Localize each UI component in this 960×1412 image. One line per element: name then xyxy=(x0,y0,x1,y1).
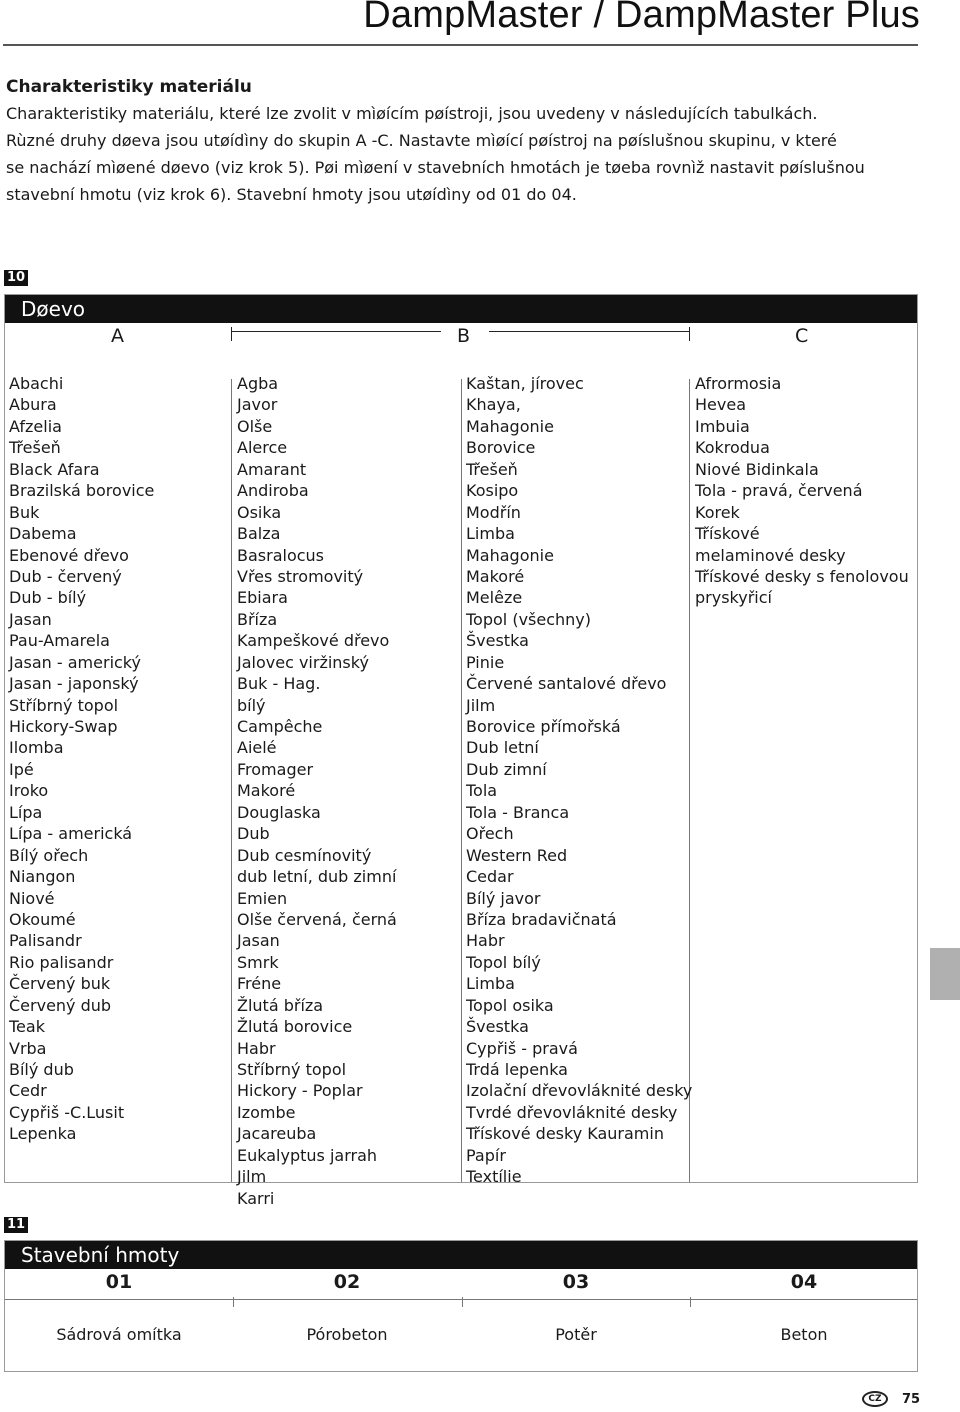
material-name: Potěr xyxy=(555,1325,597,1344)
wood-item: Niové xyxy=(9,888,55,908)
materials-col-tick xyxy=(233,1297,234,1307)
wood-item: Dub letní xyxy=(466,738,539,758)
wood-item: Hevea xyxy=(695,395,746,415)
section-badge-10: 10 xyxy=(4,270,28,286)
wood-item: Basralocus xyxy=(237,545,325,565)
wood-item: dub letní, dub zimní xyxy=(237,867,397,887)
col-divider xyxy=(231,379,232,1182)
wood-item: Makoré xyxy=(466,566,525,586)
wood-item: Třešeň xyxy=(466,459,518,479)
wood-item: Fréne xyxy=(237,974,282,994)
wood-item: Cypřiš -C.Lusit xyxy=(9,1102,125,1122)
wood-item: Cedar xyxy=(466,867,514,887)
wood-item: Bílý dub xyxy=(9,1060,74,1079)
wood-item: Cypřiš - pravá xyxy=(466,1038,578,1058)
wood-item: Limba xyxy=(466,524,515,544)
wood-item: Fromager xyxy=(237,759,314,779)
materials-col-tick xyxy=(690,1297,691,1307)
wood-list-c xyxy=(695,373,909,609)
wood-item: Ebiara xyxy=(237,588,288,608)
wood-item: Tola - Branca xyxy=(466,802,570,822)
wood-item: Mahagonie xyxy=(466,545,554,565)
wood-item: Jilm xyxy=(466,695,496,715)
wood-item: Dub - červený xyxy=(9,566,122,586)
wood-item: Jasan xyxy=(237,931,280,951)
country-badge: CZ xyxy=(862,1391,888,1407)
material-code: 03 xyxy=(562,1271,590,1293)
wood-item: Kosipo xyxy=(466,481,519,501)
wood-item: Vřes stromovitý xyxy=(237,566,364,586)
wood-item: Červený dub xyxy=(9,995,112,1015)
intro-section xyxy=(6,74,918,208)
wood-item: Ořech xyxy=(466,824,514,844)
wood-item: melaminové desky xyxy=(695,545,846,565)
intro-text xyxy=(6,100,918,208)
wood-item: Jilm xyxy=(237,1167,267,1187)
wood-item: Kampeškové dřevo xyxy=(237,631,390,651)
wood-item: Bílý javor xyxy=(466,888,541,908)
wood-item: Stříbrný topol xyxy=(9,695,119,715)
wood-table-body xyxy=(5,323,917,1208)
side-tab-marker xyxy=(930,948,960,1000)
wood-item: Osika xyxy=(237,502,282,522)
col-header-c: C xyxy=(795,325,809,347)
material-name: Sádrová omítka xyxy=(56,1325,182,1344)
wood-table xyxy=(4,294,918,1208)
wood-item: Trdá lepenka xyxy=(466,1060,568,1079)
wood-item: Modřín xyxy=(466,502,521,522)
wood-list-a xyxy=(9,373,154,1145)
wood-item: Bříza bradavičnatá xyxy=(466,909,617,929)
wood-item: Jasan - americký xyxy=(9,652,141,672)
wood-item: Abura xyxy=(9,395,57,415)
wood-item: Limba xyxy=(466,974,515,994)
materials-col-tick xyxy=(462,1297,463,1307)
materials-divider xyxy=(5,1299,917,1300)
wood-item: Aielé xyxy=(237,738,277,758)
wood-item: Švestka xyxy=(466,1017,529,1037)
wood-item: Javor xyxy=(237,395,278,415)
wood-item: Rio palisandr xyxy=(9,952,114,972)
wood-item: Melêze xyxy=(466,588,523,608)
wood-item: Červený buk xyxy=(9,974,111,994)
wood-item: Eukalyptus jarrah xyxy=(237,1145,378,1165)
wood-item: Buk - Hag. xyxy=(237,674,321,694)
wood-item: bílý xyxy=(237,695,266,715)
intro-heading: Charakteristiky materiálu xyxy=(6,77,252,97)
wood-item: Dabema xyxy=(9,524,77,544)
wood-item: Campêche xyxy=(237,717,323,736)
wood-item: Třešeň xyxy=(9,438,61,458)
material-code: 02 xyxy=(333,1271,361,1293)
wood-item: Agba xyxy=(237,374,279,393)
wood-item: Pau-Amarela xyxy=(9,631,110,651)
wood-item: Pinie xyxy=(466,652,505,672)
intro-line: se nachází mìøené døevo (viz krok 5). Pøi mìøení v stavebních hmotách je tøeba rovnìž nastavit pøíslušnou xyxy=(6,158,865,177)
col-divider xyxy=(461,379,462,1182)
wood-item: Kokrodua xyxy=(695,438,770,458)
wood-item: Stříbrný topol xyxy=(237,1060,347,1079)
wood-item: Makoré xyxy=(237,781,296,801)
section-badge-11: 11 xyxy=(4,1217,28,1233)
wood-item: Třískové desky Kauramin xyxy=(466,1124,664,1144)
wood-item: Douglaska xyxy=(237,802,321,822)
wood-item: Textílie xyxy=(466,1167,522,1187)
wood-item: Hickory - Poplar xyxy=(237,1081,363,1101)
wood-item: Amarant xyxy=(237,459,307,479)
wood-item: Mahagonie xyxy=(466,416,554,436)
wood-item: Imbuia xyxy=(695,416,750,436)
wood-list-a-b xyxy=(237,373,397,1209)
wood-item: Emien xyxy=(237,888,288,908)
wood-item: Vrba xyxy=(9,1038,47,1058)
wood-item: Topol bílý xyxy=(466,952,541,972)
wood-item: Brazilská borovice xyxy=(9,481,155,501)
material-code: 01 xyxy=(105,1271,133,1293)
wood-item: Topol osika xyxy=(466,995,554,1015)
wood-item: Habr xyxy=(466,931,505,951)
title-divider xyxy=(3,44,918,46)
wood-item: Třískové desky s fenolovou xyxy=(695,566,909,586)
intro-line: Rùzné druhy døeva jsou utøídìny do skupin A -C. Nastavte mìøící pøístroj na pøíslušnou skupinu, v které xyxy=(6,131,837,150)
wood-item: Khaya, xyxy=(466,395,521,415)
wood-item: Habr xyxy=(237,1038,276,1058)
wood-item: Jasan - japonský xyxy=(9,674,139,694)
wood-item: Jalovec viržinský xyxy=(237,652,369,672)
wood-item: Bříza xyxy=(237,609,278,629)
wood-item: Black Afara xyxy=(9,459,100,479)
wood-item: Western Red xyxy=(466,845,568,865)
wood-item: Okoumé xyxy=(9,909,76,929)
wood-item: Topol (všechny) xyxy=(466,609,591,629)
wood-item: Alerce xyxy=(237,438,288,458)
page-title: DampMaster / DampMaster Plus xyxy=(363,0,920,36)
wood-item: Tola - pravá, červená xyxy=(695,481,863,501)
wood-item: Bílý ořech xyxy=(9,845,89,865)
wood-item: Afzelia xyxy=(9,416,62,436)
wood-item: Lípa - americká xyxy=(9,824,133,844)
wood-item: Červené santalové dřevo xyxy=(466,674,667,694)
page-number: 75 xyxy=(902,1392,921,1407)
col-header-b: B xyxy=(457,325,471,347)
wood-item: pryskyřicí xyxy=(695,588,772,608)
wood-item: Andiroba xyxy=(237,481,309,501)
col-divider-tick xyxy=(231,327,232,341)
intro-line: Charakteristiky materiálu, které lze zvolit v mìøícím pøístroji, jsou uvedeny v následujících tabulkách. xyxy=(6,104,818,123)
wood-item: Třískové xyxy=(695,524,760,544)
wood-item: Niové Bidinkala xyxy=(695,459,819,479)
wood-item: Žlutá bříza xyxy=(237,995,324,1015)
col-b-span-rule xyxy=(489,331,689,332)
wood-item: Jacareuba xyxy=(237,1124,317,1144)
col-header-a: A xyxy=(111,325,124,347)
wood-item: Tola xyxy=(466,781,498,801)
col-b-span-rule xyxy=(231,331,441,332)
wood-item: Karri xyxy=(237,1188,275,1208)
wood-item: Dub xyxy=(237,824,270,844)
wood-item: Dub zimní xyxy=(466,759,547,779)
intro-line: stavební hmotu (viz krok 6). Stavební hmoty jsou utøídìny od 01 do 04. xyxy=(6,185,577,204)
wood-item: Žlutá borovice xyxy=(237,1017,353,1037)
wood-item: Lípa xyxy=(9,802,43,822)
wood-item: Švestka xyxy=(466,631,529,651)
wood-item: Dub cesmínovitý xyxy=(237,845,372,865)
wood-item: Abachi xyxy=(9,374,64,393)
col-divider-tick xyxy=(689,327,690,341)
wood-item: Borovice xyxy=(466,438,536,458)
wood-item: Borovice přímořská xyxy=(466,717,621,736)
wood-item: Palisandr xyxy=(9,931,82,951)
wood-item: Dub - bílý xyxy=(9,588,87,608)
material-name: Beton xyxy=(780,1325,828,1344)
wood-item: Papír xyxy=(466,1145,506,1165)
wood-item: Buk xyxy=(9,502,40,522)
wood-item: Cedr xyxy=(9,1081,47,1101)
wood-item: Balza xyxy=(237,524,281,544)
wood-item: Tvrdé dřevovláknité desky xyxy=(466,1102,678,1122)
materials-table xyxy=(4,1240,918,1372)
wood-item: Kaštan, jírovec xyxy=(466,374,584,393)
wood-item: Olše červená, černá xyxy=(237,909,397,929)
wood-item: Izombe xyxy=(237,1102,296,1122)
wood-list-b xyxy=(466,373,692,1188)
materials-table-header: Stavební hmoty xyxy=(5,1241,917,1269)
wood-item: Niangon xyxy=(9,867,76,887)
wood-item: Smrk xyxy=(237,952,279,972)
material-name: Pórobeton xyxy=(306,1325,388,1344)
materials-table-body xyxy=(5,1269,917,1371)
wood-item: Ebenové dřevo xyxy=(9,545,129,565)
wood-item: Hickory-Swap xyxy=(9,717,118,736)
wood-item: Afrormosia xyxy=(695,374,782,393)
wood-item: Ilomba xyxy=(9,738,64,758)
wood-item: Teak xyxy=(9,1017,45,1037)
wood-item: Jasan xyxy=(9,609,52,629)
wood-item: Iroko xyxy=(9,781,49,801)
material-code: 04 xyxy=(790,1271,818,1293)
wood-table-header: Døevo xyxy=(5,295,917,323)
wood-item: Ipé xyxy=(9,759,34,779)
wood-item: Olše xyxy=(237,416,273,436)
wood-item: Korek xyxy=(695,502,740,522)
wood-item: Izolační dřevovláknité desky xyxy=(466,1081,693,1101)
wood-item: Lepenka xyxy=(9,1124,77,1144)
